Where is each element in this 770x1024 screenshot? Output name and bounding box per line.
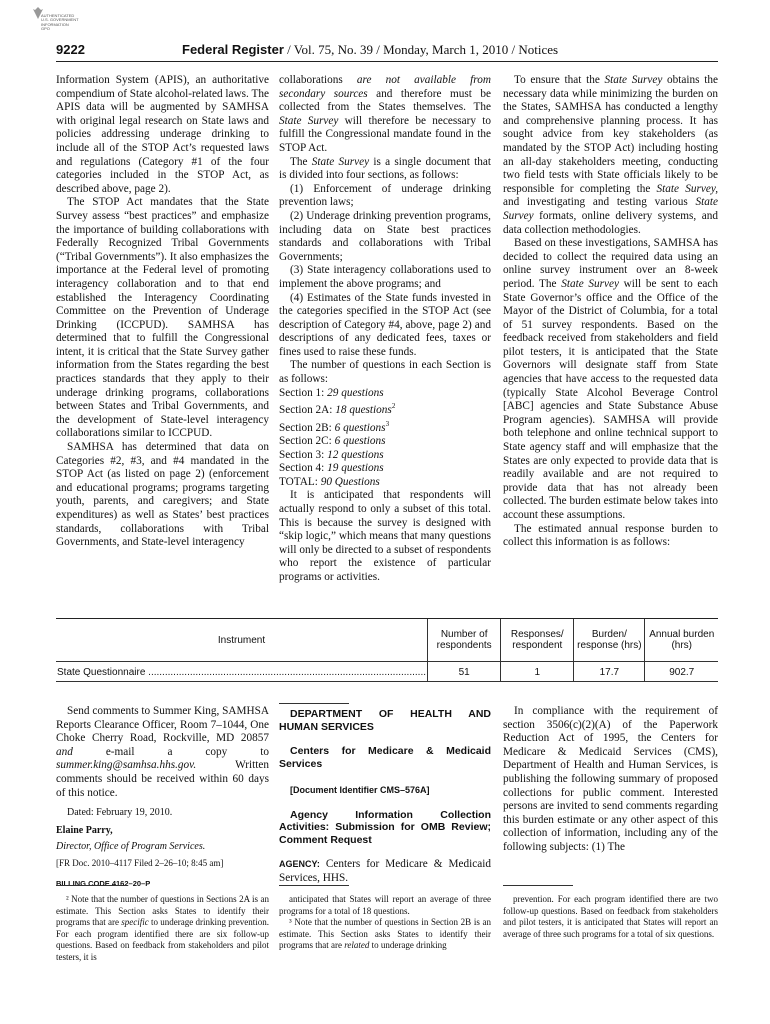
paragraph: Based on these investigations, SAMHSA has decided to collect the required data using an online survey instrument over an 8-week period. The State Survey will be sent to each State Governor’s office and the Office of the Mayor of the District of Columbia, for a total of 51 survey respondents. Based on the feedback received from stakeholders and field pilot testers, it is anticipated that the State Governors will designate staff from State agencies that have access to the requested data (typically State Alcohol Beverage Control [ABC] agencies and State Substance Abuse Program agencies). SAMHSA will provide both telephone and online technical support to State agency staff and will emphasize that the States are only expected to provide data that is readily available and are not required to provide data that has not already been collected. The burden estimate below takes into account these assumptions.	[503, 237, 718, 521]
footnote-block-3	[503, 885, 718, 940]
section-count: Section 4: 19 questions	[279, 462, 384, 475]
paragraph: The State Survey is a single document that is divided into four sections, as follows:	[279, 155, 491, 182]
paragraph: SAMHSA has determined that data on Categories #2, #3, and #4 mandated in the STOP Act (as listed on page 2) (enforcement and educational programs; programs targeting youth, parents, and caregivers; and State expenditures) as well as States’ best practices standards, collaborations with Tribal Governments, and State-level interagency	[56, 441, 269, 549]
footnote-rule	[56, 885, 126, 886]
column-2	[279, 74, 491, 584]
column-header: Responses/ respondent	[501, 619, 574, 662]
column-1	[56, 74, 269, 550]
signer-title: Director, Office of Program Services.	[56, 841, 206, 853]
gpo-authentication-logo	[27, 6, 79, 40]
running-header	[182, 42, 558, 58]
table-cell: 1	[501, 662, 574, 683]
lower-column-2	[279, 703, 491, 885]
footnote-rule	[279, 885, 349, 886]
table-cell: 17.7	[574, 662, 645, 683]
table-header-row	[56, 619, 718, 662]
footnote-rule	[503, 885, 573, 886]
header-rule	[56, 61, 718, 62]
burden-table	[56, 619, 718, 682]
list-item: (2) Underage drinking prevention programs, including data on State best practices standards and collaborations with Tribal Governments;	[279, 209, 491, 263]
signer-name: Elaine Parry,	[56, 824, 113, 836]
paragraph: To ensure that the State Survey obtains the necessary data while minimizing the burden on the States, SAMHSA has conducted a lengthy and comprehensive planning process. It has sought advice from key stakeholders (as mandated by the STOP Act) including hosting an all-day stakeholders meeting, conducting two field tests with State officials likely to be responsible for completing the State Survey, and investigating and testing various State Survey formats, online delivery systems, and data collection methodologies.	[503, 74, 719, 236]
column-header: Instrument	[56, 619, 428, 662]
notice-title: Agency Information Collection Activities: Submission for OMB Review; Comment Request	[279, 808, 491, 846]
section-count-list	[279, 387, 491, 490]
footnote-block-1	[56, 885, 269, 963]
gpo-logo-text: AUTHENTICATED U.S. GOVERNMENT INFORMATION GPO	[41, 13, 79, 31]
section-count: Section 1: 29 questions	[279, 386, 384, 399]
heading-rule	[279, 703, 349, 704]
table-cell: State Questionnaire ....................................................................................................	[56, 662, 428, 683]
column-header: Burden/ response (hrs)	[574, 619, 645, 662]
table-bottom-rule	[56, 681, 718, 682]
page-number: 9222	[56, 42, 85, 57]
list-item: (1) Enforcement of underage drinking prevention laws;	[279, 182, 491, 209]
dated-line: Dated: February 19, 2010.	[67, 807, 173, 819]
table-cell: 51	[428, 662, 501, 683]
fr-doc-line: [FR Doc. 2010–4117 Filed 2–26–10; 8:45 am]	[56, 857, 224, 868]
paragraph: The estimated annual response burden to collect this information is as follows:	[503, 522, 718, 549]
section-count: Section 3: 12 questions	[279, 448, 384, 461]
paragraph: The number of questions in each Section is as follows:	[279, 359, 491, 386]
table-cell: 902.7	[669, 666, 695, 678]
paragraph: It is anticipated that respondents will actually respond to only a subset of this total. This is because the survey is designed with “skip logic,” which means that many questions will only be directed to a subset of respondents who report the existence of particular programs or activities.	[279, 489, 491, 583]
section-count: Section 2A: 18 questions$^2$	[279, 402, 396, 416]
paragraph: Information System (APIS), an authoritative compendium of State alcohol-related laws. The APIS data will be augmented by SAMHSA with original legal research on State laws and policies addressing underage drinking to include all of the STOP Act’s requested laws and regulations (Category #1 of the four categories included in the STOP Act, as described above, page 2).	[56, 74, 269, 195]
publication-name: Federal Register	[182, 42, 284, 57]
paragraph: In compliance with the requirement of section 3506(c)(2)(A) of the Paperwork Reduction Act of 1995, the Centers for Medicare & Medicaid Services (CMS), Department of Health and Human Services, is publishing the following summary of proposed collections for public comment. Interested persons are invited to send comments regarding this burden estimate or any other aspect of this collection of information, including any of the following subjects: (1) The	[503, 705, 718, 853]
footnote-3-continued: prevention. For each program identified there are two follow-up questions. Based on feedback from stakeholders and pilot testers, it is anticipated that States will report an average of three such programs for a total of six questions.	[503, 894, 718, 939]
section-count: Section 2C: 6 questions	[279, 434, 386, 447]
footnote-3: ³ Note that the number of questions in Section 2B is an estimate. This Section asks States to identify their programs that are related to underage drinking	[279, 917, 491, 950]
footnote-block-2	[279, 885, 491, 952]
lower-column-1	[56, 705, 269, 890]
column-header: Number of respondents	[428, 619, 501, 662]
footnote-2: ² Note that the number of questions in Sections 2A is an estimate. This Section asks States to identify their programs that are specific to underage drinking prevention. For each program identified there are six follow-up questions. Based on feedback from stakeholders and pilot testers, it is	[56, 894, 269, 962]
column-header: Annual burden (hrs)	[645, 619, 718, 662]
paragraph: Send comments to Summer King, SAMHSA Reports Clearance Officer, Room 7–1044, One Choke Cherry Road, Rockville, MD 20857 and e-mail a copy to summer.king@samhsa.hhs.gov. Written comments should be received within 60 days of this notice.	[56, 705, 269, 799]
department-heading: DEPARTMENT OF HEALTH AND HUMAN SERVICES	[279, 708, 491, 733]
column-3	[503, 74, 718, 550]
agency-line: AGENCY: Centers for Medicare & Medicaid Services, HHS.	[279, 858, 491, 884]
billing-code: BILLING CODE 4162–20–P	[56, 878, 151, 888]
list-item: (4) Estimates of the State funds invested in the categories specified in the STOP Act (see description of Category #4, above, page 2) and descriptions of any dedicated fees, taxes or fines used to raise these funds.	[279, 291, 491, 358]
footnote-2-continued: anticipated that States will report an average of three programs for a total of 18 questions.	[279, 894, 491, 916]
paragraph: The STOP Act mandates that the State Survey assess “best practices” and emphasize the importance of building collaborations with Federally Recognized Tribal Governments (“Tribal Governments”). It also emphasizes the importance at the Federal level of promoting interagency collaboration and to that end established the Interagency Coordinating Committee on the Prevention of Underage Drinking (ICCPUD). SAMHSA has determined that to fulfill the Congressional intent, it is critical that the State Survey gather information from the States regarding the best practices standards that they apply to their underage drinking programs, collaborations between States and Tribal Governments, and the development of State-level interagency collaborations similar to ICCPUD.	[56, 196, 269, 440]
paragraph: collaborations are not available from secondary sources and therefore must be collected from the States themselves. The State Survey will therefore be necessary to fulfill the Congressional mandate found in the STOP Act.	[279, 74, 492, 154]
list-item: (3) State interagency collaborations used to implement the above programs; and	[279, 264, 491, 290]
lower-column-3	[503, 705, 718, 855]
document-identifier: [Document Identifier CMS–576A]	[290, 785, 430, 795]
section-count: Section 2B: 6 questions$^3$	[279, 419, 390, 434]
issue-info: / Vol. 75, No. 39 / Monday, March 1, 2010 / Notices	[283, 42, 559, 57]
table-row	[56, 662, 718, 683]
section-count-total: TOTAL: 90 Questions	[279, 475, 380, 488]
agency-subheading: Centers for Medicare & Medicaid Services	[279, 745, 491, 770]
